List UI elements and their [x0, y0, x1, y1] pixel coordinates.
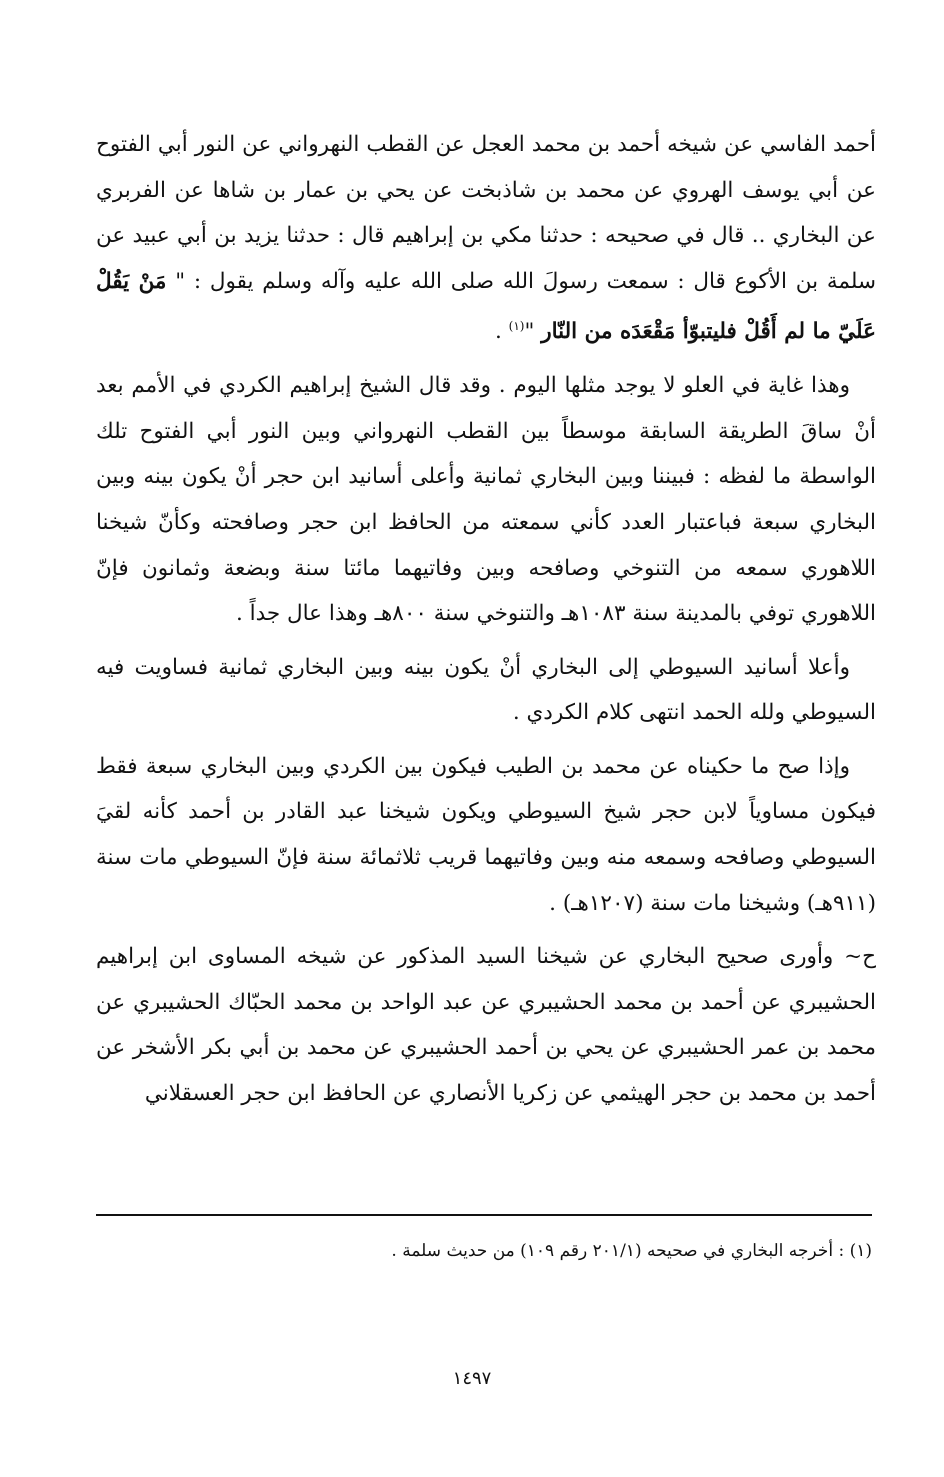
- hadith-quote: مَنْ يَقُلْ عَلَيّ ما لم أَقُلْ فليتبوّأ مَقْعَدَه من النّار: [96, 268, 876, 345]
- paragraph-1: [96, 122, 876, 355]
- footnote: (١) : أخرجه البخاري في صحيحه (٢٠١/١ رقم ١٠٩) من حديث سلمة .: [391, 1241, 872, 1261]
- footnote-ref: (١): [508, 319, 525, 334]
- page-number: ١٤٩٧: [452, 1368, 492, 1389]
- footnote-separator: [96, 1214, 872, 1216]
- paragraph-1-text: أحمد الفاسي عن شيخه أحمد بن محمد العجل عن القطب النهرواني عن النور أبي الفتوح عن أبي يوسف الهروي عن محمد بن شاذبخت عن يحي بن عمار بن شاها عن الفربري عن البخاري .. قال في صحيحه : حدثنا مكي بن إبراهيم قال : حدثنا يزيد بن أبي عبيد عن سلمة بن الأكوع قال : سمعت رسولَ الله صلى الله عليه وآله وسلم يقول : ": [96, 132, 876, 294]
- quote-close: ": [524, 319, 542, 345]
- paragraph-3: وأعلا أسانيد السيوطي إلى البخاري أنْ يكون بينه وبين البخاري ثمانية فساويت فيه السيوطي ولله الحمد انتهى كلام الكردي .: [96, 654, 876, 726]
- paragraph-5: ح~ وأورى صحيح البخاري عن شيخنا السيد المذكور عن شيخه المساوى ابن إبراهيم الحشيبري عن أحمد بن محمد الحشيبري عن عبد الواحد بن محمد الحبّاك الحشيبري عن محمد بن عمر الحشيبري عن يحي بن أحمد الحشيبري عن محمد بن أبي بكر الأشخر عن أحمد بن محمد بن حجر الهيثمي عن زكريا الأنصاري عن الحافظ ابن حجر العسقلاني: [96, 944, 876, 1107]
- main-text: [96, 122, 876, 1117]
- paragraph-1-end: .: [494, 319, 509, 345]
- paragraph-4: وإذا صح ما حكيناه عن محمد بن الطيب فيكون بين الكردي وبين البخاري سبعة فقط فيكون مساوياً لابن حجر شيخ السيوطي ويكون شيخنا عبد القادر بن أحمد كأنه لقيَ السيوطي وصافحه وسمعه منه وبين وفاتيهما قريب ثلاثمائة سنة فإنّ السيوطي مات سنة (٩١١هـ) وشيخنا مات سنة (١٢٠٧هـ) .: [96, 753, 876, 916]
- paragraph-2: وهذا غاية في العلو لا يوجد مثلها اليوم . وقد قال الشيخ إبراهيم الكردي في الأمم بعد أنْ ساقَ الطريقة السابقة موسطاً بين القطب النهرواني وبين النور أبي الفتوح تلك الواسطة ما لفظه : فبيننا وبين البخاري ثمانية وأعلى أسانيد ابن حجر أنْ يكون بينه وبين البخاري سبعة فباعتبار العدد كأني سمعته من الحافظ ابن حجر وصافحته وكأنّ شيخنا اللاهوري سمعه من التنوخي وصافحه وبين وفاتيهما مائتا سنة وبضعة وثمانون فإنّ اللاهوري توفي بالمدينة سنة ١٠٨٣هـ والتنوخي سنة ٨٠٠هـ وهذا عال جداً .: [96, 373, 876, 627]
